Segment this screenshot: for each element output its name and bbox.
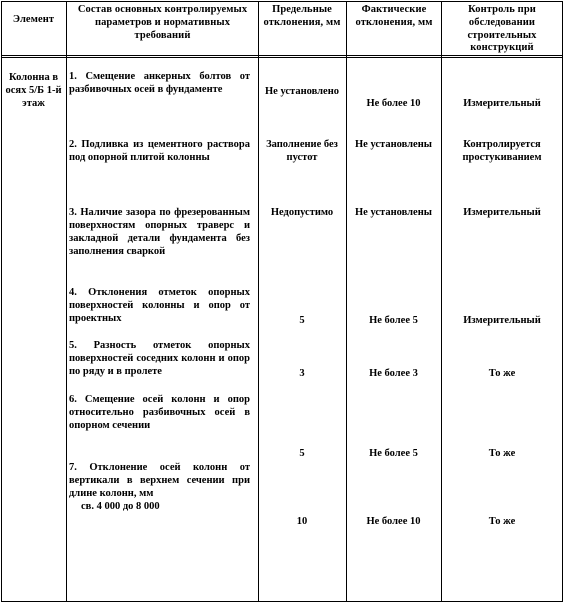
actual-1: Не более 10 [366, 98, 421, 109]
column-divider [441, 1, 442, 602]
param-1: 1. Смещение анкерных болтов от разбивочных осей в фундаменте [69, 71, 250, 96]
param-6: 6. Смещение осей колонн и опор относительно разбивочных осей в опорном сечении [69, 394, 250, 432]
control-3: Измерительный [463, 207, 541, 218]
element-name: Колонна в осях 5/Б 1-й этаж [5, 72, 62, 110]
header-params: Состав основных контролируемых параметров и нормативных требований [77, 4, 248, 41]
control-5: То же [488, 368, 516, 379]
limit-4: 5 [299, 315, 305, 326]
control-2: Контролируется простукиванием [462, 139, 542, 164]
limit-7: 10 [296, 516, 308, 527]
limit-1: Не установлено [265, 86, 339, 97]
param-3: 3. Наличие зазора по фрезерованным поверхностям опорных траверс и закладной детали фундамента без заполнения сваркой [69, 207, 250, 258]
header-limits: Предельные отклонения, мм [263, 4, 341, 28]
actual-4: Не более 5 [369, 315, 418, 326]
param-2: 2. Подливка из цементного раствора под опорной плитой колонны [69, 139, 250, 164]
actual-5: Не более 3 [369, 368, 418, 379]
actual-2: Не установлены [355, 139, 432, 150]
limit-5: 3 [299, 368, 305, 379]
limit-6: 5 [299, 448, 305, 459]
column-divider [346, 1, 347, 602]
table-border-right [562, 1, 563, 602]
actual-3: Не установлены [355, 207, 432, 218]
control-1: Измерительный [463, 98, 541, 109]
actual-7: Не более 10 [366, 516, 421, 527]
limit-3: Недопустимо [270, 207, 334, 218]
table-border-top [1, 1, 563, 2]
header-control: Контроль при обследовании строительных конструкций [467, 4, 537, 54]
header-element: Элемент [12, 14, 55, 25]
param-5: 5. Разность отметок опорных поверхностей соседних колонн и опор по ряду и в пролете [69, 340, 250, 378]
control-7: То же [488, 516, 516, 527]
control-6: То же [488, 448, 516, 459]
table-border-bottom [1, 601, 563, 602]
header-divider [1, 55, 563, 58]
actual-6: Не более 5 [369, 448, 418, 459]
param-7-range: св. 4 000 до 8 000 [81, 501, 160, 512]
param-4: 4. Отклонения отметок опорных поверхностей колонны и опор от проектных [69, 287, 250, 325]
control-4: Измерительный [463, 315, 541, 326]
header-actual: Фактические отклонения, мм [355, 4, 433, 28]
param-7: 7. Отклонение осей колонн от вертикали в верхнем сечении при длине колонн, мм [69, 462, 250, 500]
column-divider [66, 1, 67, 602]
limit-2: Заполнение без пустот [266, 139, 338, 164]
